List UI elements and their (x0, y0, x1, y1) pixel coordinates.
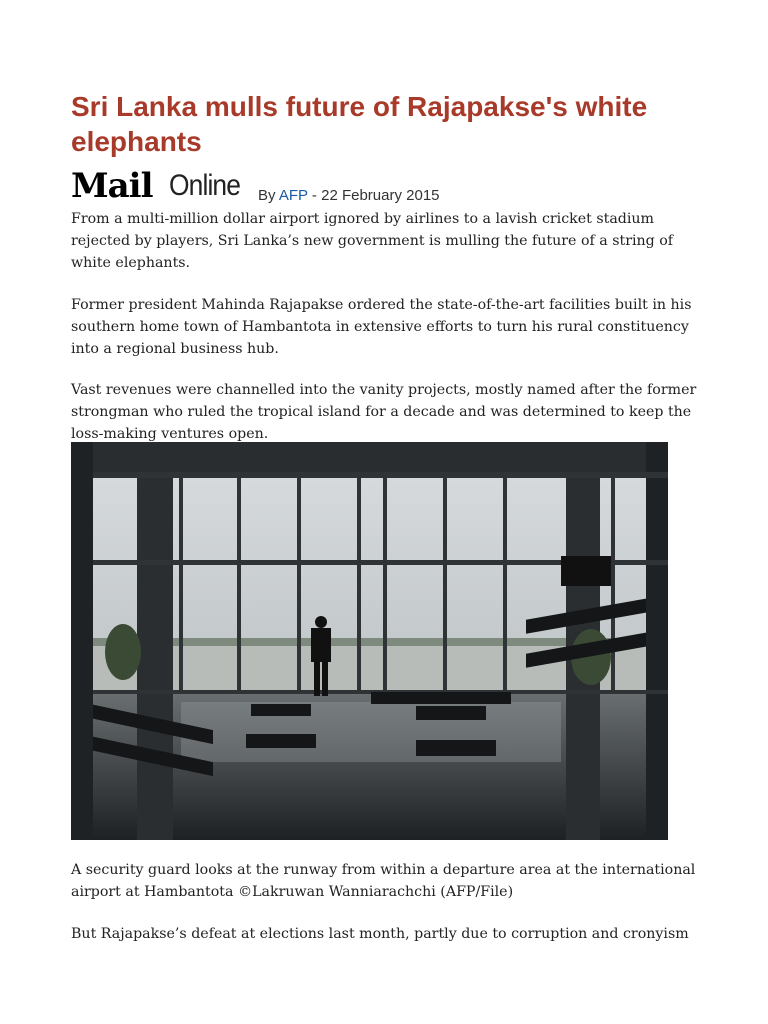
byline (71, 166, 711, 210)
article-paragraph: Vast revenues were channelled into the vanity projects, mostly named after the former strongman who ruled the tropical island for a decade and was determined to keep the loss-making ventures open. (71, 382, 697, 442)
byline-by: By (258, 187, 279, 204)
photo-caption: A security guard looks at the runway from within a departure area at the international airport at Hambantota ©Lakruwan Wanniarachchi (AFP/File) (71, 862, 696, 900)
mail-online-logo-online: Online (169, 169, 241, 202)
article-paragraph: From a multi-million dollar airport ignored by airlines to a lavish cricket stadium rejected by players, Sri Lanka’s new government is mulling the future of a string of white elephants. (71, 211, 674, 271)
author-link[interactable]: AFP (278, 187, 308, 204)
mail-online-logo-mail: Mail (71, 166, 153, 206)
article-paragraph: But Rajapakse’s defeat at elections last month, partly due to corruption and cronyism (71, 926, 689, 942)
publish-date: - 22 February 2015 (307, 187, 440, 204)
airport-departure-hall-photo (71, 442, 668, 840)
article-headline: Sri Lanka mulls future of Rajapakse's white elephants (71, 91, 648, 157)
article-photo (71, 442, 668, 840)
article-paragraph: Former president Mahinda Rajapakse ordered the state-of-the-art facilities built in his southern home town of Hambantota in extensive efforts to turn his rural constituency into a regional business hub. (71, 297, 692, 357)
byline-text (258, 186, 440, 206)
